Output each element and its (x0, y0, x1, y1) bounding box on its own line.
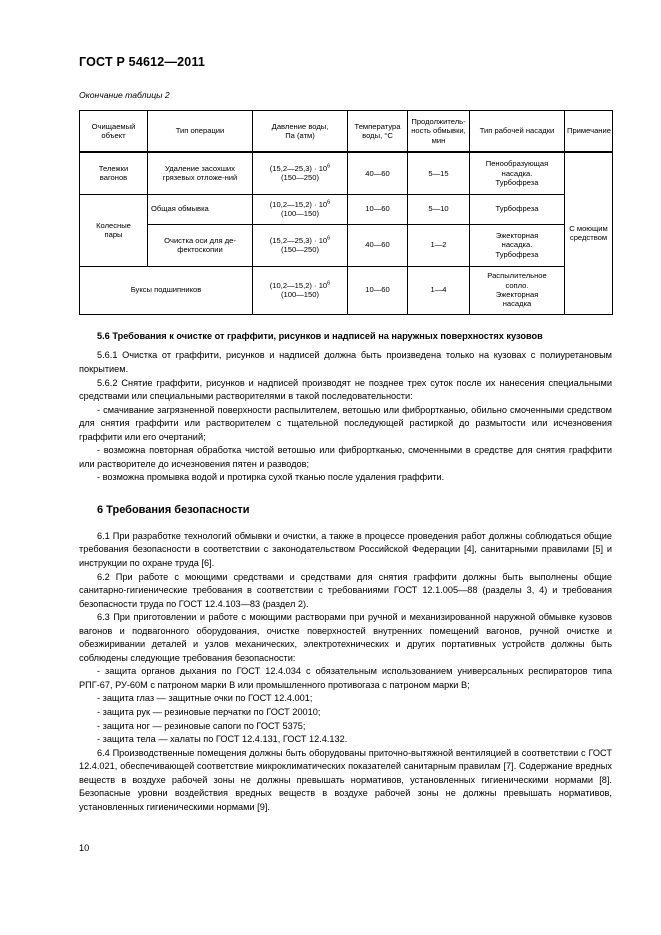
cell-nozzle-line3: Турбофреза (495, 177, 539, 187)
th-operation (148, 111, 253, 153)
cell-nozzle-line2: насадка. (501, 240, 533, 250)
paragraph-6-2: 6.2 При работе с моющими средствами и средствами для снятия граффити должны быть выполнены общие санитарно-гигиенические требования в соответствии с требованиями ГОСТ 12.1.005—88 (разделы 3, 4) и требования безопасности труда по ГОСТ 12.4.103—83 (раздел 2). (79, 571, 612, 609)
cell-pressure-atm: (150—250) (281, 173, 319, 183)
spacer (79, 485, 612, 504)
cell-object-line1: Колесные (96, 220, 131, 230)
cell-pressure-exponent: 6 (327, 163, 331, 170)
th-pressure-line1: Давление воды, (271, 121, 329, 131)
bullet-6-3-b: - защита глаз — защитные очки по ГОСТ 12.4.001; (97, 693, 313, 704)
cell-operation: Общая обмывка (148, 194, 253, 224)
cell-nozzle (470, 224, 565, 266)
cell-pressure-main: (10,2—15,2) · 10 (269, 199, 328, 209)
cell-nozzle-line3: Турбофреза (495, 249, 539, 259)
cell-operation: Очистка оси для де-фектоскопии (148, 224, 253, 266)
cell-duration: 1—2 (408, 224, 470, 266)
th-duration-line2: ность обмывки, (411, 126, 466, 136)
table-2-continuation (79, 110, 612, 315)
table-row (80, 224, 613, 266)
cell-operation: Удаление засохших грязевых отложе-ний (148, 152, 253, 194)
cell-duration: 1—4 (408, 266, 470, 314)
page-number: 10 (79, 843, 90, 853)
paragraph-5-6-2: 5.6.2 Снятие граффити, рисунков и надписей производят не позднее трех суток после их нанесения специальными средствами или специальными растворителями в такой последовательности: (79, 377, 612, 402)
paragraph-6-3: 6.3 При приготовлении и работе с моющими растворами при ручной и механизированной наружной обмывке кузовов вагонов и подвагонного оборудования, очистке поверхностей внутренних помещений вагонов, ручной очистке и обезжиривании деталей и узлов механических, электротехнических и других портативных устройств должны быть соблюдены следующие требования безопасности: (79, 612, 612, 663)
th-pressure-line2: Па (атм) (285, 131, 315, 140)
cell-note-merged (565, 152, 613, 314)
bullet-5-6-2-c: - возможна промывка водой и протирка сухой тканью после удаления граффити. (97, 472, 445, 483)
th-nozzle-line1: Тип рабочей насадки (479, 126, 555, 136)
th-pressure (253, 111, 348, 153)
cell-temperature: 10—60 (348, 266, 408, 314)
bullet-6-3-d: - защита ног — резиновые сапоги по ГОСТ 5375; (97, 720, 306, 731)
document-body (79, 330, 612, 814)
cell-duration: 5—15 (408, 152, 470, 194)
cell-pressure-main: (10,2—15,2) · 10 (269, 280, 328, 290)
cell-pressure-atm: (100—150) (281, 290, 319, 299)
th-operation-line1: Тип операции (175, 126, 225, 136)
cell-pressure-main: (15,2—25,3) · 10 (269, 235, 328, 245)
cell-nozzle-line4: насадка (502, 299, 532, 309)
cell-nozzle-line1: Турбофреза (495, 204, 539, 214)
cell-nozzle-line3: Эжекторная (495, 290, 539, 299)
table-caption: Окончание таблицы 2 (79, 90, 170, 100)
spacer (79, 517, 612, 530)
cell-temperature: 40—60 (348, 152, 408, 194)
heading-5-6: 5.6 Требования к очистке от граффити, рисунков и надписей на наружных поверхностях кузовов (97, 331, 543, 341)
th-duration-line3: мин (431, 135, 446, 145)
cell-pressure-main: (15,2—25,3) · 10 (269, 163, 328, 173)
cell-nozzle-line2: насадка. (501, 168, 533, 178)
bullet-5-6-2-b: - возможна повторная обработка чистой ветошью или фиброртканью, смоченными в средстве для снятия граффити или растворителе до исчезновения пятен и разводов; (79, 445, 612, 469)
cell-temperature: 10—60 (348, 194, 408, 224)
cell-pressure (253, 266, 348, 314)
cell-duration: 5—10 (408, 194, 470, 224)
cell-pressure (253, 152, 348, 194)
bullet-6-3-e: - защита тела — халаты по ГОСТ 12.4.131, ГОСТ 12.4.132. (97, 734, 348, 745)
th-note-line1: Примечание (567, 126, 611, 136)
cell-pressure (253, 224, 348, 266)
cell-nozzle (470, 266, 565, 314)
bullet-5-6-2-a: - смачивание загрязненной поверхности распылителем, ветошью или фиброртканью, обильно смоченными средством для снятия граффити или растворителем с тщательной последующей растиркой до размытости или исчезновения граффити или его очертаний; (79, 404, 612, 442)
th-duration-line1: Продолжитель- (411, 116, 466, 126)
cell-nozzle-line1: Пенообразующая (485, 159, 549, 169)
cleaning-parameters-table (79, 110, 613, 315)
paragraph-5-6-1: 5.6.1 Очистка от граффити, рисунков и надписей должна быть произведена только на кузовах с полиуретановым покрытием. (79, 350, 612, 374)
table-row (80, 194, 613, 224)
cell-object (80, 194, 148, 266)
th-temperature-line1: Температура (354, 121, 401, 131)
th-note (565, 111, 613, 153)
th-object (80, 111, 148, 153)
th-object-line2: объект (101, 131, 126, 140)
th-temperature (348, 111, 408, 153)
cell-nozzle (470, 152, 565, 194)
paragraph-6-1: 6.1 При разработке технологий обмывки и очистки, а также в процессе проведения работ должны соблюдаться общие требования безопасности в соответствии с законодательством Российской Федерации [4], санитарными правилами [5] и инструкции по охране труда [6]. (79, 530, 612, 568)
cell-note-line2: средством (569, 233, 608, 243)
cell-object-line2: вагонов (99, 173, 128, 183)
cell-pressure (253, 194, 348, 224)
cell-note-line1: С моющим (569, 223, 608, 233)
table-row (80, 266, 613, 314)
cell-object-line2: пары (104, 230, 123, 239)
bullet-6-3-c: - защита рук — резиновые перчатки по ГОСТ 20010; (97, 706, 321, 717)
cell-object-spanning: Буксы подшипников (80, 266, 253, 314)
cell-pressure-atm: (150—250) (281, 245, 319, 254)
cell-pressure-exponent: 6 (327, 279, 331, 286)
cell-temperature: 40—60 (348, 224, 408, 266)
cell-object-line1: Тележки (98, 163, 129, 173)
table-header-row (80, 111, 613, 153)
th-duration (408, 111, 470, 153)
th-object-line1: Очищаемый (91, 121, 136, 131)
cell-nozzle-line2: сопло. (505, 280, 529, 290)
th-temperature-line2: воды, °С (362, 131, 393, 140)
paragraph-6-4: 6.4 Производственные помещения должны быть оборудованы приточно-вытяжной вентиляцией в соответствии с ГОСТ 12.4.021, обеспечивающей соответствие микроклиматических показателей санитарным правилам [7]. Содержание вредных веществ в воздухе рабочей зоны не должны превышать нормативов, установленных гигиеническими нормами [8]. Безопасные уровни воздействия вредных веществ в воздухе рабочей зоны не должны превышать нормативов, установленных гигиеническими нормами [9]. (79, 747, 612, 812)
table-row (80, 152, 613, 194)
bullet-6-3-a: - защита органов дыхания по ГОСТ 12.4.034 с обязательным использованием универсальных респираторов типа РПГ-67, РУ-60М с патроном марки В или промышленного противогаза с патроном марки В; (79, 666, 612, 690)
heading-6: 6 Требования безопасности (97, 503, 250, 516)
cell-pressure-exponent: 6 (327, 198, 331, 205)
th-nozzle (470, 111, 565, 153)
cell-pressure-atm: (100—150) (281, 209, 319, 218)
cell-nozzle (470, 194, 565, 224)
cell-object (80, 152, 148, 194)
cell-nozzle-line1: Эжекторная (495, 230, 539, 240)
standard-number-header: ГОСТ Р 54612—2011 (79, 55, 206, 69)
cell-nozzle-line1: Распылительное (487, 271, 547, 281)
cell-pressure-exponent: 6 (327, 234, 331, 241)
